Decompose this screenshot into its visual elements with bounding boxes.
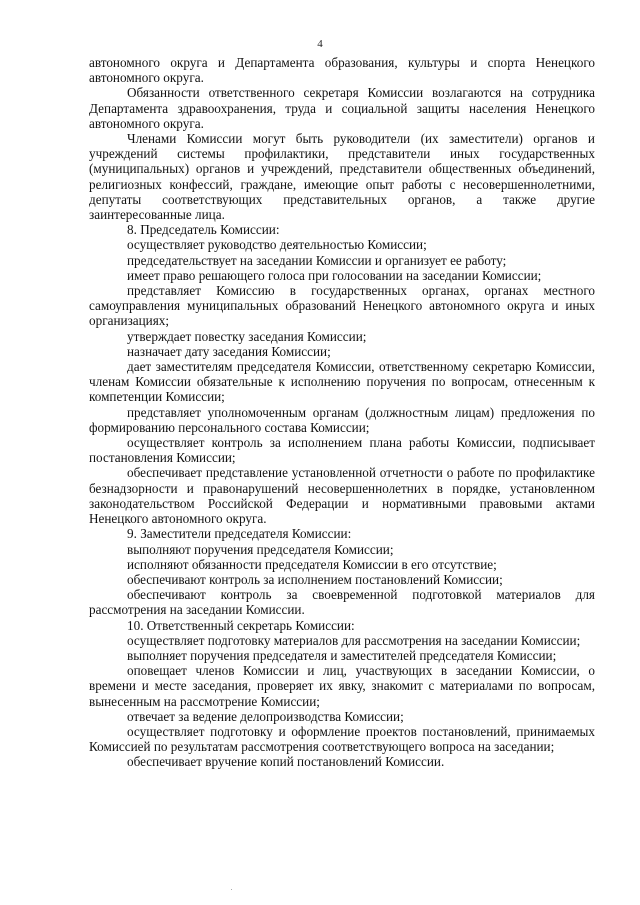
paragraph: осуществляет подготовку и оформление проектов постановлений, принимаемых Комиссией по результатам рассмотрения соответствующего вопроса на заседании;	[89, 723, 595, 755]
paragraph: обеспечивают контроль за своевременной подготовкой материалов для рассмотрения на заседании Комиссии.	[89, 587, 595, 618]
document-body	[89, 55, 595, 770]
paragraph: выполняет поручения председателя и заместителей председателя Комиссии;	[127, 647, 557, 663]
paragraph: обеспечивает представление установленной отчетности о работе по профилактике безнадзорности и правонарушений несовершеннолетних в порядке, установленном законодательством Российской Федерации и нормативными правовыми актами Ненецкого автономного округа.	[89, 465, 595, 527]
page-number: 4	[317, 38, 323, 50]
paragraph: представляет Комиссию в государственных органах, органах местного самоуправления муниципальных образований Ненецкого автономного округа и иных организациях;	[89, 283, 595, 329]
paragraph: осуществляет контроль за исполнением плана работы Комиссии, подписывает постановления Комиссии;	[89, 435, 595, 466]
paragraph: имеет право решающего голоса при голосовании на заседании Комиссии;	[127, 267, 542, 283]
paragraph: исполняют обязанности председателя Комиссии в его отсутствие;	[127, 556, 497, 572]
paragraph: утверждает повестку заседания Комиссии;	[127, 328, 367, 344]
paragraph: Обязанности ответственного секретаря Комиссии возлагаются на сотрудника Департамента здравоохранения, труда и социальной защиты населения Ненецкого автономного округа.	[89, 85, 595, 131]
paragraph: обеспечивают контроль за исполнением постановлений Комиссии;	[127, 571, 503, 587]
paragraph: оповещает членов Комиссии и лиц, участвующих в заседании Комиссии, о времени и месте заседания, проверяет их явку, знакомит с материалами по вопросам, вынесенным на рассмотрение Комиссии;	[89, 663, 595, 709]
paragraph: представляет уполномоченным органам (должностным лицам) предложения по формированию персонального состава Комиссии;	[89, 404, 595, 435]
scan-speck	[231, 889, 232, 890]
paragraph: Членами Комиссии могут быть руководители (их заместители) органов и учреждений системы профилактики, представители иных государственных (муниципальных) органов и учреждений, представители общественных объединений, религиозных конфессий, граждане, имеющие опыт работы с несовершеннолетними, депутаты соответствующих представительных органов, а также другие заинтересованные лица.	[89, 131, 595, 223]
paragraph: назначает дату заседания Комиссии;	[127, 343, 331, 359]
paragraph: председательствует на заседании Комиссии и организует ее работу;	[127, 252, 507, 268]
section-heading-9: 9. Заместители председателя Комиссии:	[127, 526, 352, 542]
paragraph: обеспечивает вручение копий постановлений Комиссии.	[127, 754, 445, 770]
paragraph: осуществляет подготовку материалов для рассмотрения на заседании Комиссии;	[127, 632, 581, 648]
paragraph: осуществляет руководство деятельностью Комиссии;	[127, 237, 427, 253]
paragraph: дает заместителям председателя Комиссии, ответственному секретарю Комиссии, членам Комиссии обязательные к исполнению поручения по вопросам, отнесенным к компетенции Комиссии;	[89, 359, 595, 405]
section-heading-10: 10. Ответственный секретарь Комиссии:	[127, 617, 355, 633]
paragraph: отвечает за ведение делопроизводства Комиссии;	[127, 708, 404, 724]
paragraph: автономного округа и Департамента образования, культуры и спорта Ненецкого автономного округа.	[89, 55, 595, 86]
section-heading-8: 8. Председатель Комиссии:	[127, 222, 280, 238]
paragraph: выполняют поручения председателя Комиссии;	[127, 541, 394, 557]
